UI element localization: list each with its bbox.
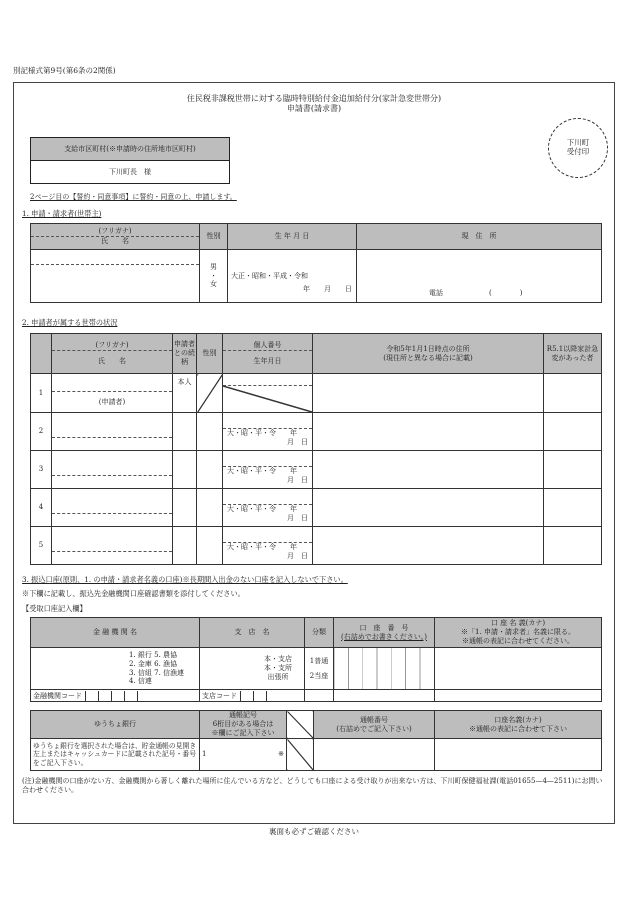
yucho-label: ゆうちょ銀行 xyxy=(31,711,200,739)
yucho-note: ゆうちょ銀行を選択された場合は、貯金通帳の見開き左上またはキャッシュカードに記載された記号・番号をご記入下さい。 xyxy=(31,739,200,771)
consent-note: 2ページ目の【誓約・同意事項】に誓約・同意の上、申請します。 xyxy=(30,193,237,201)
name-label: 氏 名 xyxy=(101,237,129,245)
type-label: 分類 xyxy=(305,618,334,648)
household-table: (フリガナ) 氏 名 申請者との続柄 性別 個人番号 生年月日 令和5年1月1日時点の住所 (現住所と異なる場合に記載) R5.1以降家計急変があった者 1 (申請者) 本人 2 大・昭・平・令 年 月 日 3 大・昭・平・令 年 月 日 4 大・昭・平・令 年 月 日 5 大・昭・平・令 年 月 日 xyxy=(30,333,602,565)
bank-code-field[interactable]: 金融機関コード xyxy=(31,690,200,702)
section3-title: 3. 振込口座(原則、1. の申請・請求者名義の口座)※長期間入出金のない口座を記入しないで下さい。 xyxy=(22,575,348,584)
form-code: 別記様式第9号(第6条の2関係) xyxy=(13,66,116,75)
bangou-label: 通帳番号 xyxy=(360,715,388,724)
yucho-name-field[interactable] xyxy=(435,739,602,771)
hh-gender-label: 性別 xyxy=(197,334,223,374)
branch-label: 支 店 名 xyxy=(200,618,305,648)
bank-table: 金 融 機 関 名 支 店 名 分類 口 座 番 号 (右詰めでお書きください。) 口 座 名 義(カナ) ※「1. 申請・請求者」名義に限る。 ※通帳の表記に合わせてください。 1. 銀行 5. 農協 2. 金庫 6. 漁協 3. 信組 7. 信漁連 4. 信連 本・支店 本・支所 出張所 1普通 2当座 金融機関コード 支店コード xyxy=(30,617,602,702)
acct-no-field[interactable] xyxy=(334,648,435,690)
section1-title: 1. 申請・請求者(世帯主) xyxy=(22,209,102,218)
r5-head: R5.1以降家計急変があった者 xyxy=(544,334,602,374)
reception-stamp: 下川町 受付印 xyxy=(548,118,608,178)
table-row: 5 大・昭・平・令 年 月 日 xyxy=(31,527,602,565)
applicant-name-field[interactable] xyxy=(31,250,200,303)
section2-title: 2. 申請者が属する世帯の状況 xyxy=(22,318,118,327)
furigana-label: (フリガナ) xyxy=(31,227,199,237)
yucho-table: ゆうちょ銀行 通帳記号 6桁目がある場合は ※欄にご記入下さい 通帳番号 (右詰めでご記入下さい) 口座名義(カナ) ※通帳の表記に合わせて下さい ゆうちょ銀行を選択された場合は、貯金通帳の見開き左上またはキャッシュカードに記載された記号・番号をご記入下さい。 1 ※ xyxy=(30,710,602,771)
yucho-name-label: 口座名義(カナ) xyxy=(494,715,542,724)
address-label: 現 住 所 xyxy=(357,224,602,250)
branch-name-field[interactable]: 本・支店 本・支所 出張所 xyxy=(200,648,305,690)
branch-code-field[interactable]: 支店コード xyxy=(200,690,305,702)
applicant-birth-field[interactable]: 大正・昭和・平成・令和 年 月 日 xyxy=(228,250,357,303)
account-box-title: 【受取口座記入欄】 xyxy=(22,604,87,613)
table-row: 2 大・昭・平・令 年 月 日 xyxy=(31,413,602,451)
table-row: 4 大・昭・平・令 年 月 日 xyxy=(31,489,602,527)
acct-name-label: 口 座 名 義(カナ) xyxy=(490,619,546,628)
acct-name-field[interactable] xyxy=(435,648,602,690)
applicant-table xyxy=(30,223,602,303)
table-row: 1 (申請者) 本人 xyxy=(31,374,602,413)
footnote: (注)金融機関の口座がない方、金融機関から著しく離れた場所に住んでいる方など、どうしても口座による受け取りが出来ない方は、下川町保健福祉課(電話01655—4—2511)にお問い合わせください。 xyxy=(22,777,603,794)
bangou-field[interactable] xyxy=(314,739,435,771)
mynumber-label: 個人番号 xyxy=(223,341,312,351)
hh-name-label: 氏 名 xyxy=(98,357,126,365)
bank-name-field[interactable]: 1. 銀行 5. 農協 2. 金庫 6. 漁協 3. 信組 7. 信漁連 4. 信連 xyxy=(31,648,200,690)
section3-note: ※下欄に記載し、振込先金融機関口座確認書類を添付してください。 xyxy=(22,589,245,598)
acct-no-label: 口 座 番 号 xyxy=(359,623,409,632)
kigou-label: 通帳記号 xyxy=(229,711,257,720)
kigou-field[interactable]: 1 ※ xyxy=(200,739,287,771)
payer-municipality-value: 下川町長 様 xyxy=(109,168,151,176)
gender-label: 性別 xyxy=(200,224,228,250)
birth-label: 生 年 月 日 xyxy=(228,224,357,250)
bank-name-label: 金 融 機 関 名 xyxy=(31,618,200,648)
table-row: 3 大・昭・平・令 年 月 日 xyxy=(31,451,602,489)
relation-label: 申請者との続柄 xyxy=(173,334,197,374)
addr-head: 令和5年1月1日時点の住所 xyxy=(386,344,470,353)
hh-birth-label: 生年月日 xyxy=(253,357,282,365)
gender-options[interactable]: 男 ・ 女 xyxy=(200,250,228,303)
payer-municipality-box xyxy=(30,137,230,184)
back-note: 裏面も必ずご確認ください xyxy=(269,827,359,836)
form-title: 住民税非課税世帯に対する臨時特別給付金追加給付分(家計急変世帯分) 申請書(請求書) xyxy=(186,94,442,113)
applicant-address-field[interactable]: 電話 ( ) xyxy=(357,250,602,303)
acct-type-field[interactable]: 1普通 2当座 xyxy=(305,648,334,690)
hh-furigana-label: (フリガナ) xyxy=(52,341,172,351)
payer-municipality-header: 支給市区町村(※申請時の住所地市区町村) xyxy=(31,138,229,161)
